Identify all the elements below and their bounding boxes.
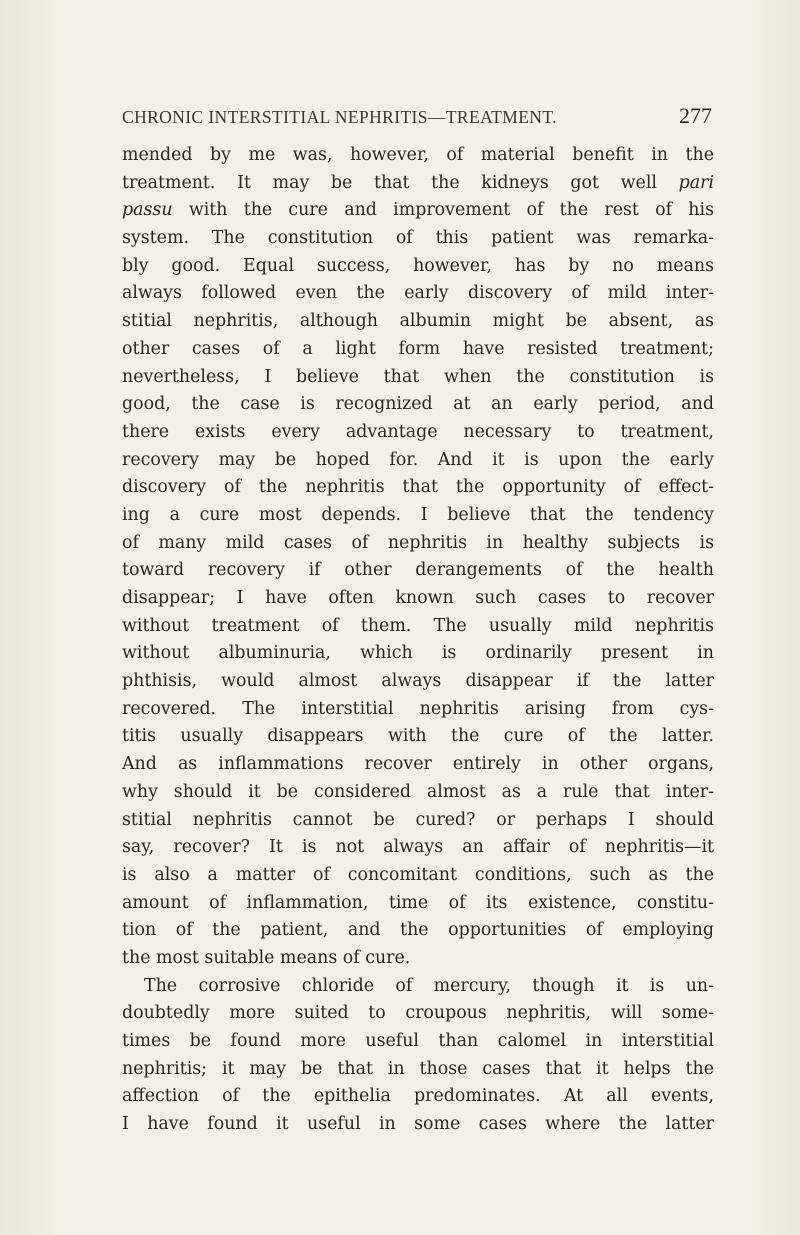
text-line: mended by me was, however, of material benefit in the [122, 145, 714, 165]
text-line: The corrosive chloride of mercury, though it is un- [144, 975, 714, 996]
text-line: without treatment of them. The usually mild nephritis [122, 615, 714, 636]
text-line: phthisis, would almost always disappear if the latter [122, 671, 714, 692]
italic-term: pari [678, 172, 714, 193]
text-line: is also a matter of concomitant conditions, such as the [122, 864, 714, 885]
text-line: titis usually disappears with the cure of the latter. [122, 726, 714, 747]
text-line: stitial nephritis, although albumin might be absent, as [122, 311, 714, 332]
page-number: 277 [679, 103, 712, 128]
text-line: recovered. The interstitial nephritis arising from cys- [122, 698, 714, 719]
text-line-segment: treatment. It may be that the kidneys got well [122, 172, 657, 193]
italic-term: passu [122, 200, 173, 221]
text-line: nephritis; it may be that in those cases that it helps the [122, 1058, 714, 1079]
text-line: without albuminuria, which is ordinarily present in [122, 643, 714, 664]
text-line: nevertheless, I believe that when the constitution is [122, 366, 714, 387]
text-line: tion of the patient, and the opportunities of employing [122, 920, 714, 941]
text-line: doubtedly more suited to croupous nephritis, will some- [122, 1003, 714, 1024]
running-title: CHRONIC INTERSTITIAL NEPHRITIS—TREATMENT. [122, 107, 557, 127]
text-line: And as inflammations recover entirely in other organs, [122, 754, 714, 775]
text-line: toward recovery if other derangements of the health [122, 560, 714, 581]
text-line: recovery may be hoped for. And it is upon the early [122, 449, 714, 470]
text-line: there exists every advantage necessary to treatment, [122, 421, 714, 442]
text-line: system. The constitution of this patient was remarka- [122, 228, 714, 249]
text-line: amount of inflammation, time of its existence, constitu- [122, 892, 714, 913]
text-line [122, 170, 714, 198]
text-line: ing a cure most depends. I believe that the tendency [122, 504, 714, 525]
text-line: times be found more useful than calomel in interstitial [122, 1031, 714, 1051]
text-line: discovery of the nephritis that the opportunity of effect- [122, 477, 714, 498]
text-line: say, recover? It is not always an affair of nephritis—it [122, 837, 714, 858]
text-line: affection of the epithelia predominates. At all events, [122, 1086, 714, 1107]
text-line: disappear; I have often known such cases to recover [122, 588, 714, 608]
text-line: good, the case is recognized at an early period, and [122, 394, 714, 415]
text-line: other cases of a light form have resisted treatment; [122, 338, 714, 359]
text-line: the most suitable means of cure. [122, 947, 411, 968]
text-line: bly good. Equal success, however, has by no means [122, 255, 714, 276]
body-text [122, 142, 714, 1139]
text-line: stitial nephritis cannot be cured? or perhaps I should [122, 809, 714, 830]
text-line: I have found it useful in some cases where the latter [122, 1114, 714, 1135]
text-line: always followed even the early discovery of mild inter- [122, 283, 714, 304]
text-line: of many mild cases of nephritis in healthy subjects is [122, 532, 714, 553]
text-line: passu with the cure and improvement of the rest of his [122, 200, 714, 221]
text-line: why should it be considered almost as a rule that inter- [122, 781, 714, 802]
running-head [122, 103, 712, 129]
